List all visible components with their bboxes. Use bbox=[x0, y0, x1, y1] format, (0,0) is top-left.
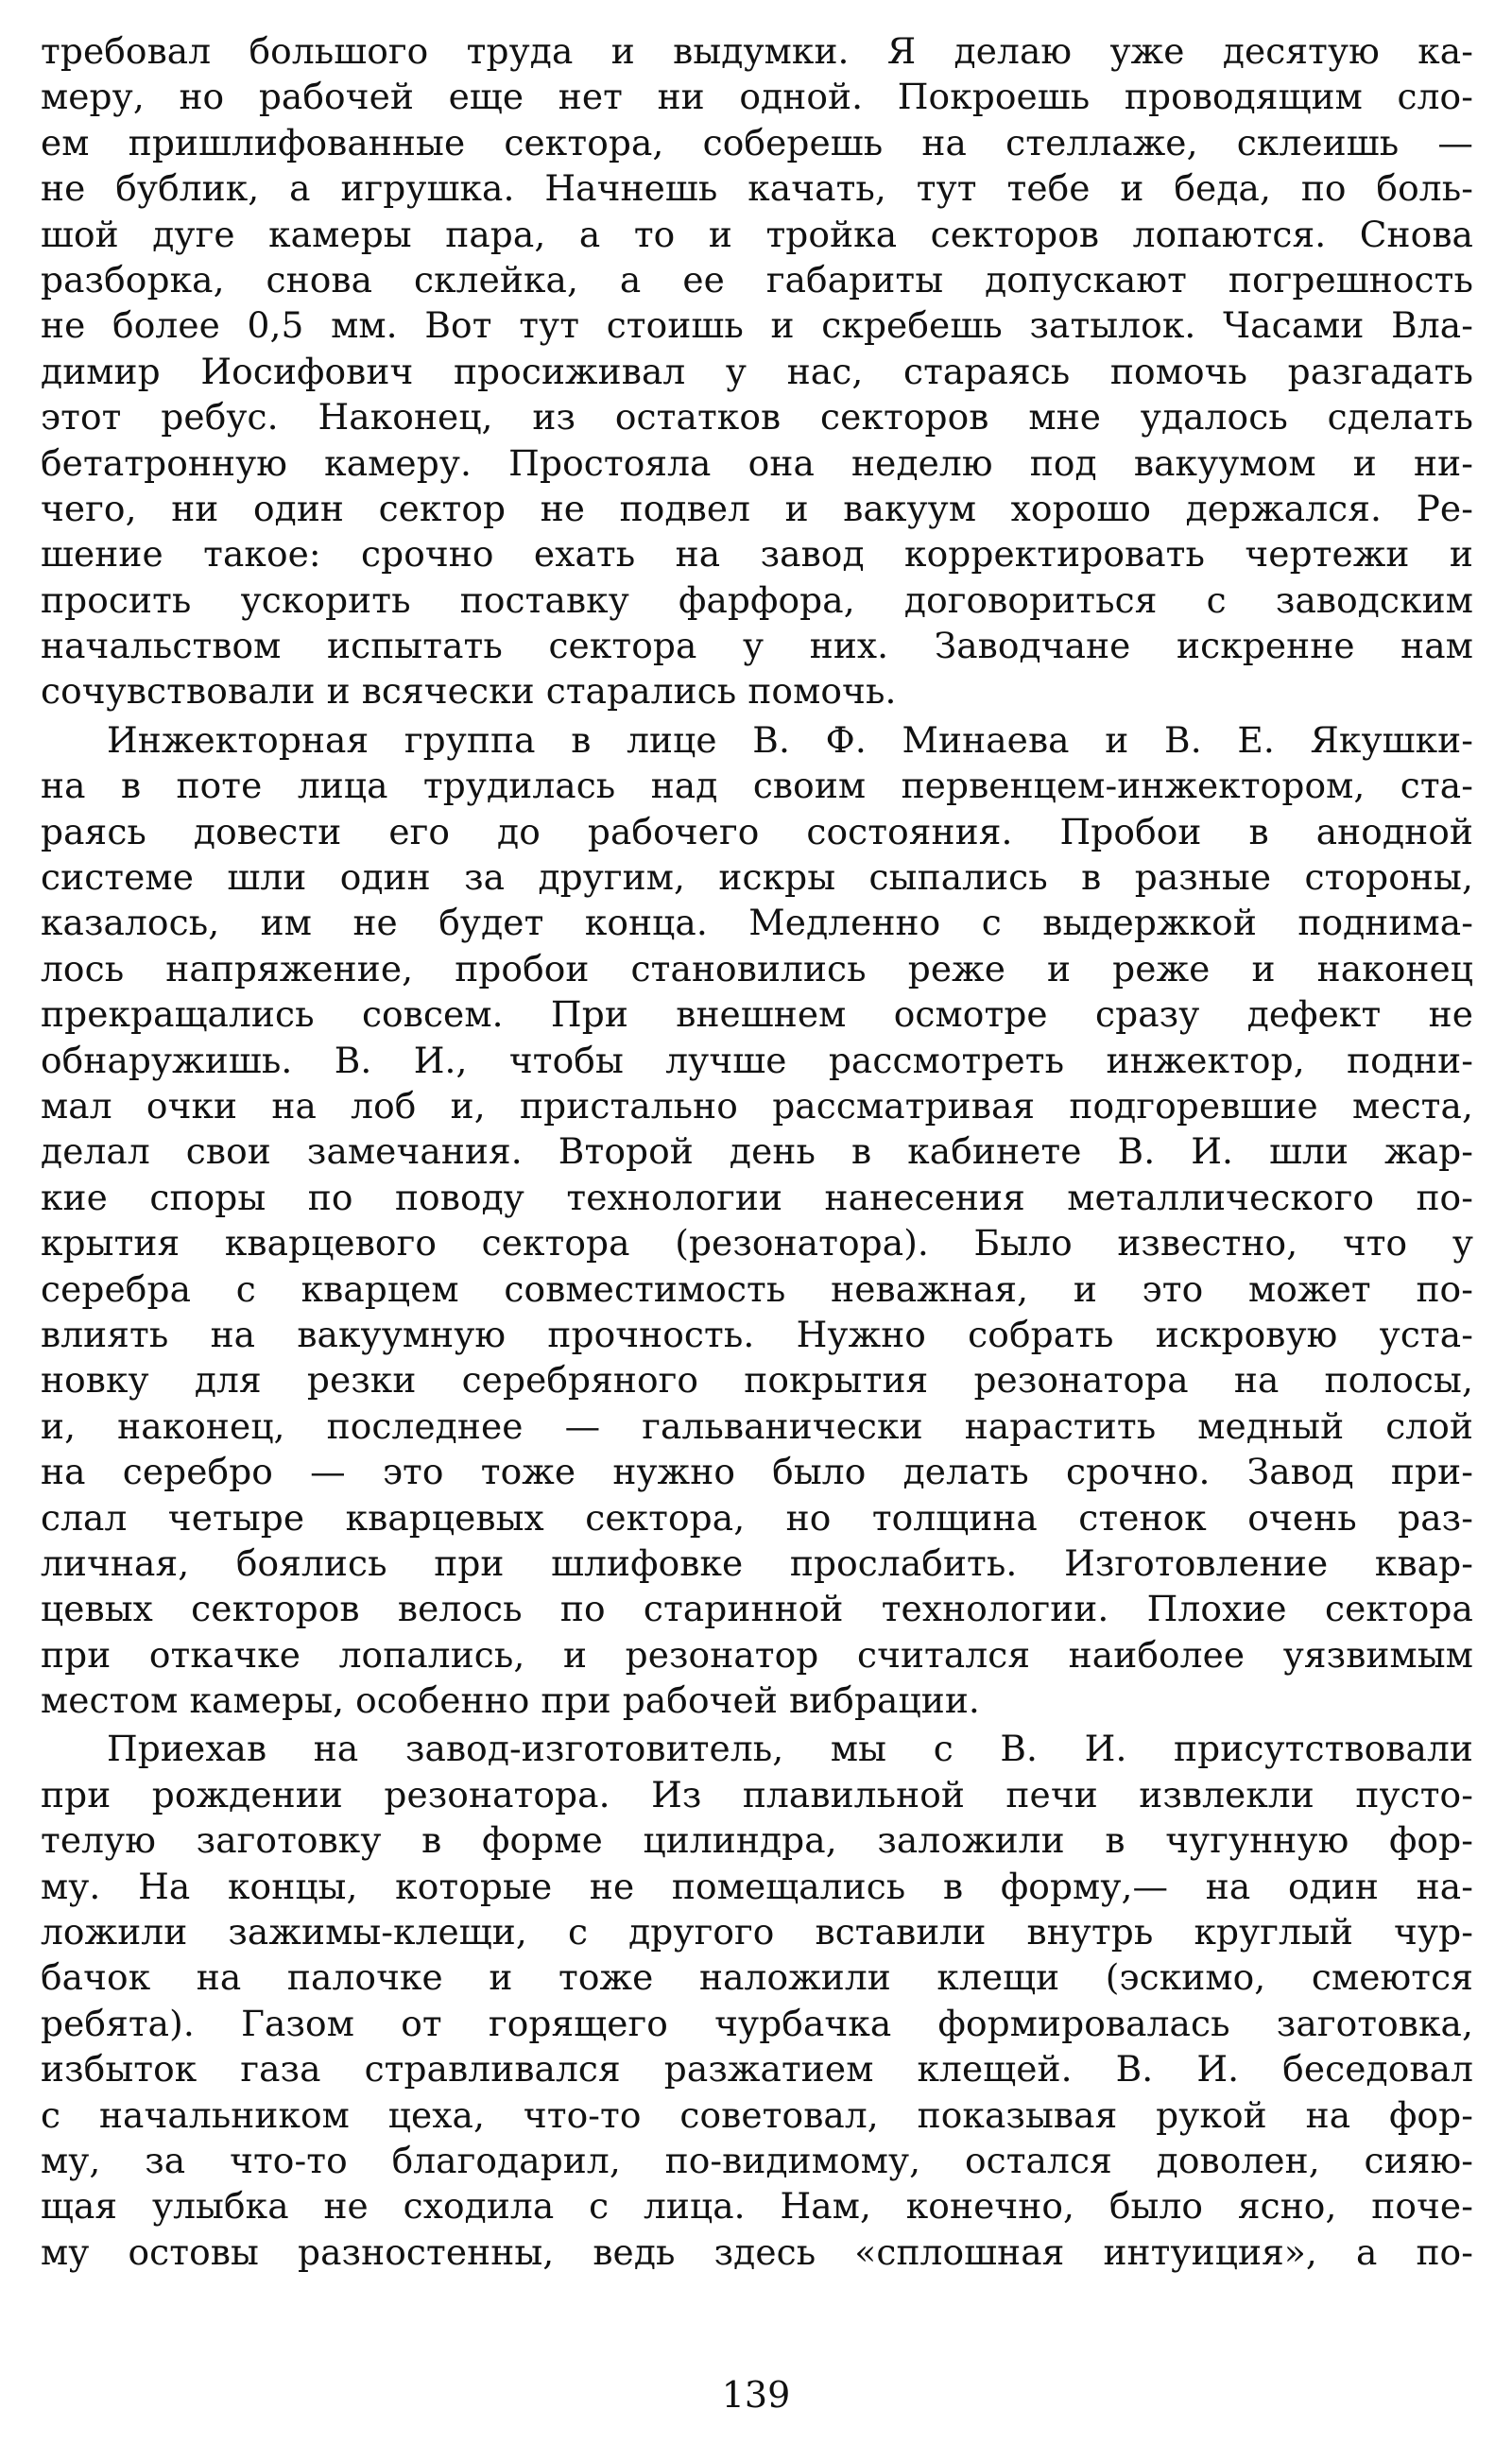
text-line: ложили зажимы-клещи, с другого вставили внутрь круглый чур- bbox=[41, 1911, 1473, 1953]
text-line: Инжекторная группа в лице В. Ф. Минаева и В. Е. Якушки- bbox=[107, 718, 1473, 761]
paragraph-1 bbox=[41, 28, 1473, 714]
text-line: и, наконец, последнее — гальванически нарастить медный слой bbox=[41, 1404, 1473, 1447]
text-line: влиять на вакуумную прочность. Нужно собрать искровую уста- bbox=[41, 1313, 1473, 1355]
text-line: на серебро — это тоже нужно было делать срочно. Завод при- bbox=[41, 1451, 1473, 1493]
text-line: му остовы разностенны, ведь здесь «сплошная интуиция», а по- bbox=[41, 2230, 1473, 2273]
text-line: местом камеры, особенно при рабочей вибрации. bbox=[41, 1679, 980, 1722]
text-line: не более 0,5 мм. Вот тут стоишь и скребешь затылок. Часами Вла- bbox=[41, 304, 1473, 347]
text-line: обнаружишь. В. И., чтобы лучше рассмотреть инжектор, подни- bbox=[41, 1039, 1473, 1081]
text-line: Приехав на завод-изготовитель, мы с В. И. присутствовали bbox=[107, 1728, 1473, 1770]
text-line: на в поте лица трудилась над своим первенцем-инжектором, ста- bbox=[41, 765, 1473, 807]
text-line: казалось, им не будет конца. Медленно с выдержкой поднима- bbox=[41, 902, 1473, 944]
paragraph-2 bbox=[41, 717, 1473, 1724]
text-line: разборка, снова склейка, а ее габариты допускают погрешность bbox=[41, 258, 1473, 301]
text-line: меру, но рабочей еще нет ни одной. Покроешь проводящим сло- bbox=[41, 76, 1473, 118]
text-line: ребята). Газом от горящего чурбачка формировалась заготовка, bbox=[41, 2002, 1473, 2044]
text-line: сочувствовали и всячески старались помочь. bbox=[41, 670, 897, 713]
text-line: системе шли один за другим, искры сыпались в разные стороны, bbox=[41, 856, 1473, 899]
text-line: с начальником цеха, что-то советовал, показывая рукой на фор- bbox=[41, 2093, 1473, 2136]
text-line: шой дуге камеры пара, а то и тройка секторов лопаются. Снова bbox=[41, 213, 1473, 255]
text-line: цевых секторов велось по старинной технологии. Плохие сектора bbox=[41, 1588, 1473, 1630]
text-line: бачок на палочке и тоже наложили клещи (эскимо, смеются bbox=[41, 1956, 1473, 1999]
text-line: серебра с кварцем совместимость неважная, и это может по- bbox=[41, 1267, 1473, 1310]
text-line: му, за что-то благодарил, по-видимому, остался доволен, сияю- bbox=[41, 2139, 1473, 2181]
text-line: избыток газа стравливался разжатием клещей. В. И. беседовал bbox=[41, 2048, 1473, 2091]
page-number: 139 bbox=[721, 2374, 791, 2416]
text-line: раясь довести его до рабочего состояния. Пробои в анодной bbox=[41, 810, 1473, 852]
text-line: начальством испытать сектора у них. Заводчане искренне нам bbox=[41, 625, 1473, 667]
text-line: делал свои замечания. Второй день в кабинете В. И. шли жар- bbox=[41, 1130, 1473, 1173]
text-line: этот ребус. Наконец, из остатков секторов мне удалось сделать bbox=[41, 396, 1473, 439]
paragraph-3 bbox=[41, 1726, 1473, 2275]
text-line: личная, боялись при шлифовке прослабить. Изготовление квар- bbox=[41, 1541, 1473, 1584]
text-line: димир Иосифович просиживал у нас, стараясь помочь разгадать bbox=[41, 350, 1473, 392]
text-line: шение такое: срочно ехать на завод корректировать чертежи и bbox=[41, 533, 1473, 576]
text-line: крытия кварцевого сектора (резонатора). Было известно, что у bbox=[41, 1222, 1473, 1265]
text-line: просить ускорить поставку фарфора, договориться с заводским bbox=[41, 578, 1473, 621]
text-line: прекращались совсем. При внешнем осмотре сразу дефект не bbox=[41, 993, 1473, 1036]
text-line: при рождении резонатора. Из плавильной печи извлекли пусто- bbox=[41, 1773, 1473, 1816]
text-line: при откачке лопались, и резонатор считался наиболее уязвимым bbox=[41, 1633, 1473, 1676]
text-line: телую заготовку в форме цилиндра, заложили в чугунную фор- bbox=[41, 1819, 1473, 1862]
text-line: не бублик, а игрушка. Начнешь качать, тут тебе и беда, по боль- bbox=[41, 167, 1473, 210]
text-line: кие споры по поводу технологии нанесения металлического по- bbox=[41, 1176, 1473, 1218]
text-line: новку для резки серебряного покрытия резонатора на полосы, bbox=[41, 1359, 1473, 1402]
text-line: слал четыре кварцевых сектора, но толщина стенок очень раз- bbox=[41, 1496, 1473, 1539]
text-line: му. На концы, которые не помещались в форму,— на один на- bbox=[41, 1865, 1473, 1907]
text-line: щая улыбка не сходила с лица. Нам, конечно, было ясно, поче- bbox=[41, 2185, 1473, 2228]
text-line: лось напряжение, пробои становились реже и реже и наконец bbox=[41, 947, 1473, 990]
text-line: ем пришлифованные сектора, соберешь на стеллаже, склеишь — bbox=[41, 121, 1473, 163]
text-line: бетатронную камеру. Простояла она неделю под вакуумом и ни- bbox=[41, 441, 1473, 484]
text-line: чего, ни один сектор не подвел и вакуум хорошо держался. Ре- bbox=[41, 487, 1473, 529]
page-text bbox=[41, 28, 1473, 2275]
text-line: требовал большого труда и выдумки. Я делаю уже десятую ка- bbox=[41, 30, 1473, 72]
text-line: мал очки на лоб и, пристально рассматривая подгоревшие места, bbox=[41, 1084, 1473, 1127]
